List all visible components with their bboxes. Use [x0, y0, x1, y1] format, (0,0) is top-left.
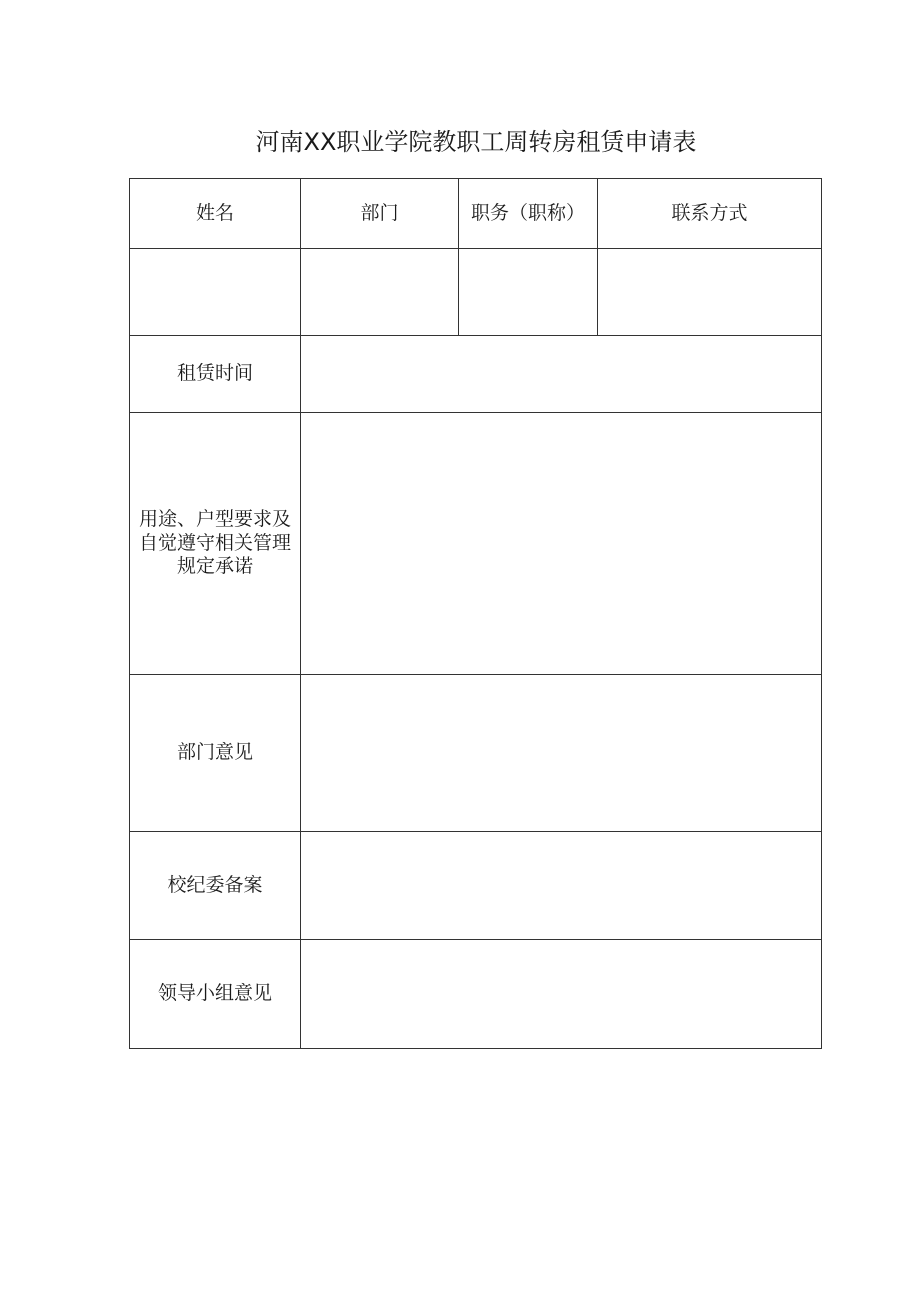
dept-opinion-label: 部门意见 [130, 675, 301, 832]
lease-time-row [130, 336, 822, 413]
leadership-opinion-row [130, 940, 822, 1049]
usage-label-line2: 自觉遵守相关管理 [138, 531, 291, 554]
lease-time-field[interactable] [301, 336, 822, 413]
department-field[interactable] [301, 249, 459, 336]
contact-header: 联系方式 [598, 179, 822, 249]
usage-label-line1: 用途、户型要求及 [138, 507, 291, 530]
contact-field[interactable] [598, 249, 822, 336]
usage-field[interactable] [301, 413, 822, 675]
applicant-info-row [130, 249, 822, 336]
position-field[interactable] [459, 249, 598, 336]
discipline-record-field[interactable] [301, 832, 822, 940]
name-header: 姓名 [130, 179, 301, 249]
position-header: 职务（职称） [459, 179, 598, 249]
discipline-record-row [130, 832, 822, 940]
usage-label [130, 413, 301, 675]
document-title: 河南XX职业学院教职工周转房租赁申请表 [255, 128, 697, 156]
name-field[interactable] [130, 249, 301, 336]
discipline-record-label: 校纪委备案 [130, 832, 301, 940]
leadership-opinion-label: 领导小组意见 [130, 940, 301, 1049]
usage-label-line3: 规定承诺 [176, 555, 253, 578]
department-header: 部门 [301, 179, 459, 249]
dept-opinion-row [130, 675, 822, 832]
lease-time-label: 租赁时间 [130, 336, 301, 413]
header-row [130, 179, 822, 249]
usage-row [130, 413, 822, 675]
leadership-opinion-field[interactable] [301, 940, 822, 1049]
dept-opinion-field[interactable] [301, 675, 822, 832]
application-form-table [129, 178, 822, 1049]
